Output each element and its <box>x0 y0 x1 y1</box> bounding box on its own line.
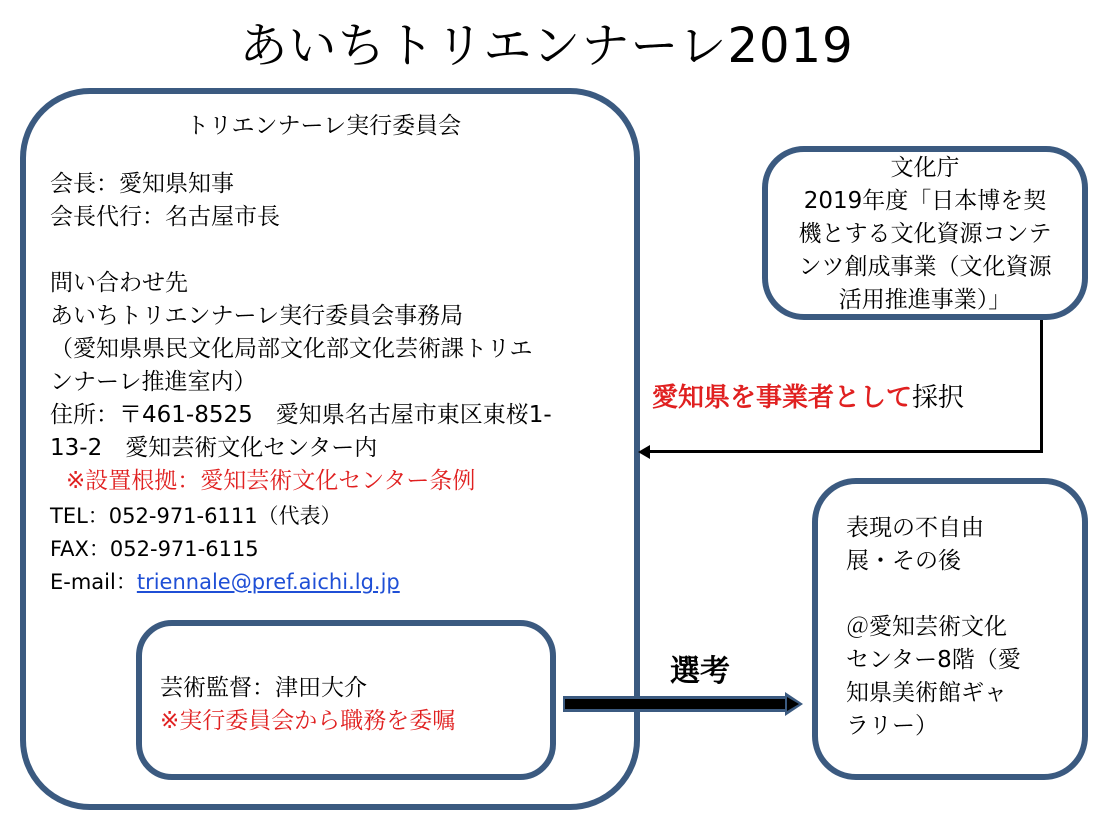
bunka-line-1: 文化庁 <box>890 155 960 181</box>
department-line-1: （愛知県県民文化局部文化部文化芸術課トリエ <box>50 336 533 362</box>
exhibition-line-3: ＠愛知芸術文化 <box>846 614 1007 640</box>
connector-vertical-line <box>1040 320 1043 452</box>
fax-line: FAX：052-971-6115 <box>50 537 259 561</box>
adoption-label <box>652 380 964 416</box>
adoption-label-red: 愛知県を事業者として <box>652 383 913 413</box>
page-title: あいちトリエンナーレ2019 <box>239 18 854 74</box>
establishment-basis: ※設置根拠：愛知芸術文化センター条例 <box>66 468 476 494</box>
address-line-1: 住所：〒461-8525 愛知県名古屋市東区東桜1- <box>50 402 552 428</box>
bunka-line-3: 機とする文化資源コンテ <box>798 221 1052 247</box>
director-appointment: ※実行委員会から職務を委嘱 <box>160 708 456 734</box>
email-label: E-mail： <box>50 570 137 594</box>
exhibition-line-6: ラリー） <box>846 713 938 739</box>
exhibition-line-2: 展・その後 <box>846 548 961 574</box>
adoption-label-black: 採択 <box>912 383 965 413</box>
connector-horizontal-line <box>648 450 1043 453</box>
exhibition-line-1: 表現の不自由 <box>846 515 984 541</box>
email-line <box>50 566 400 599</box>
arrow-left-icon <box>638 445 650 459</box>
committee-vice-chair: 会長代行：名古屋市長 <box>50 204 280 230</box>
tel-line: TEL：052-971-6111（代表） <box>50 504 342 528</box>
email-link[interactable]: triennale@pref.aichi.lg.jp <box>136 570 400 594</box>
bunka-line-4: ンツ創成事業（文化資源 <box>798 254 1052 280</box>
committee-heading: トリエンナーレ実行委員会 <box>186 113 462 139</box>
exhibition-line-4: センター8階（愛 <box>846 647 1021 673</box>
department-line-2: ンナーレ推進室内） <box>50 369 257 395</box>
bunka-line-5: 活用推進事業）」 <box>838 287 1012 313</box>
contact-label: 問い合わせ先 <box>50 270 188 296</box>
address-line-2: 13-2 愛知芸術文化センター内 <box>50 435 378 461</box>
office-name: あいちトリエンナーレ実行委員会事務局 <box>50 303 464 329</box>
exhibition-line-5: 知県美術館ギャ <box>846 680 1007 706</box>
director-name: 芸術監督：津田大介 <box>160 675 367 701</box>
bunka-line-2: 2019年度「日本博を契 <box>803 188 1047 214</box>
committee-chair: 会長：愛知県知事 <box>50 171 234 197</box>
selection-arrow-icon <box>563 692 803 716</box>
selection-label: 選考 <box>670 654 730 689</box>
